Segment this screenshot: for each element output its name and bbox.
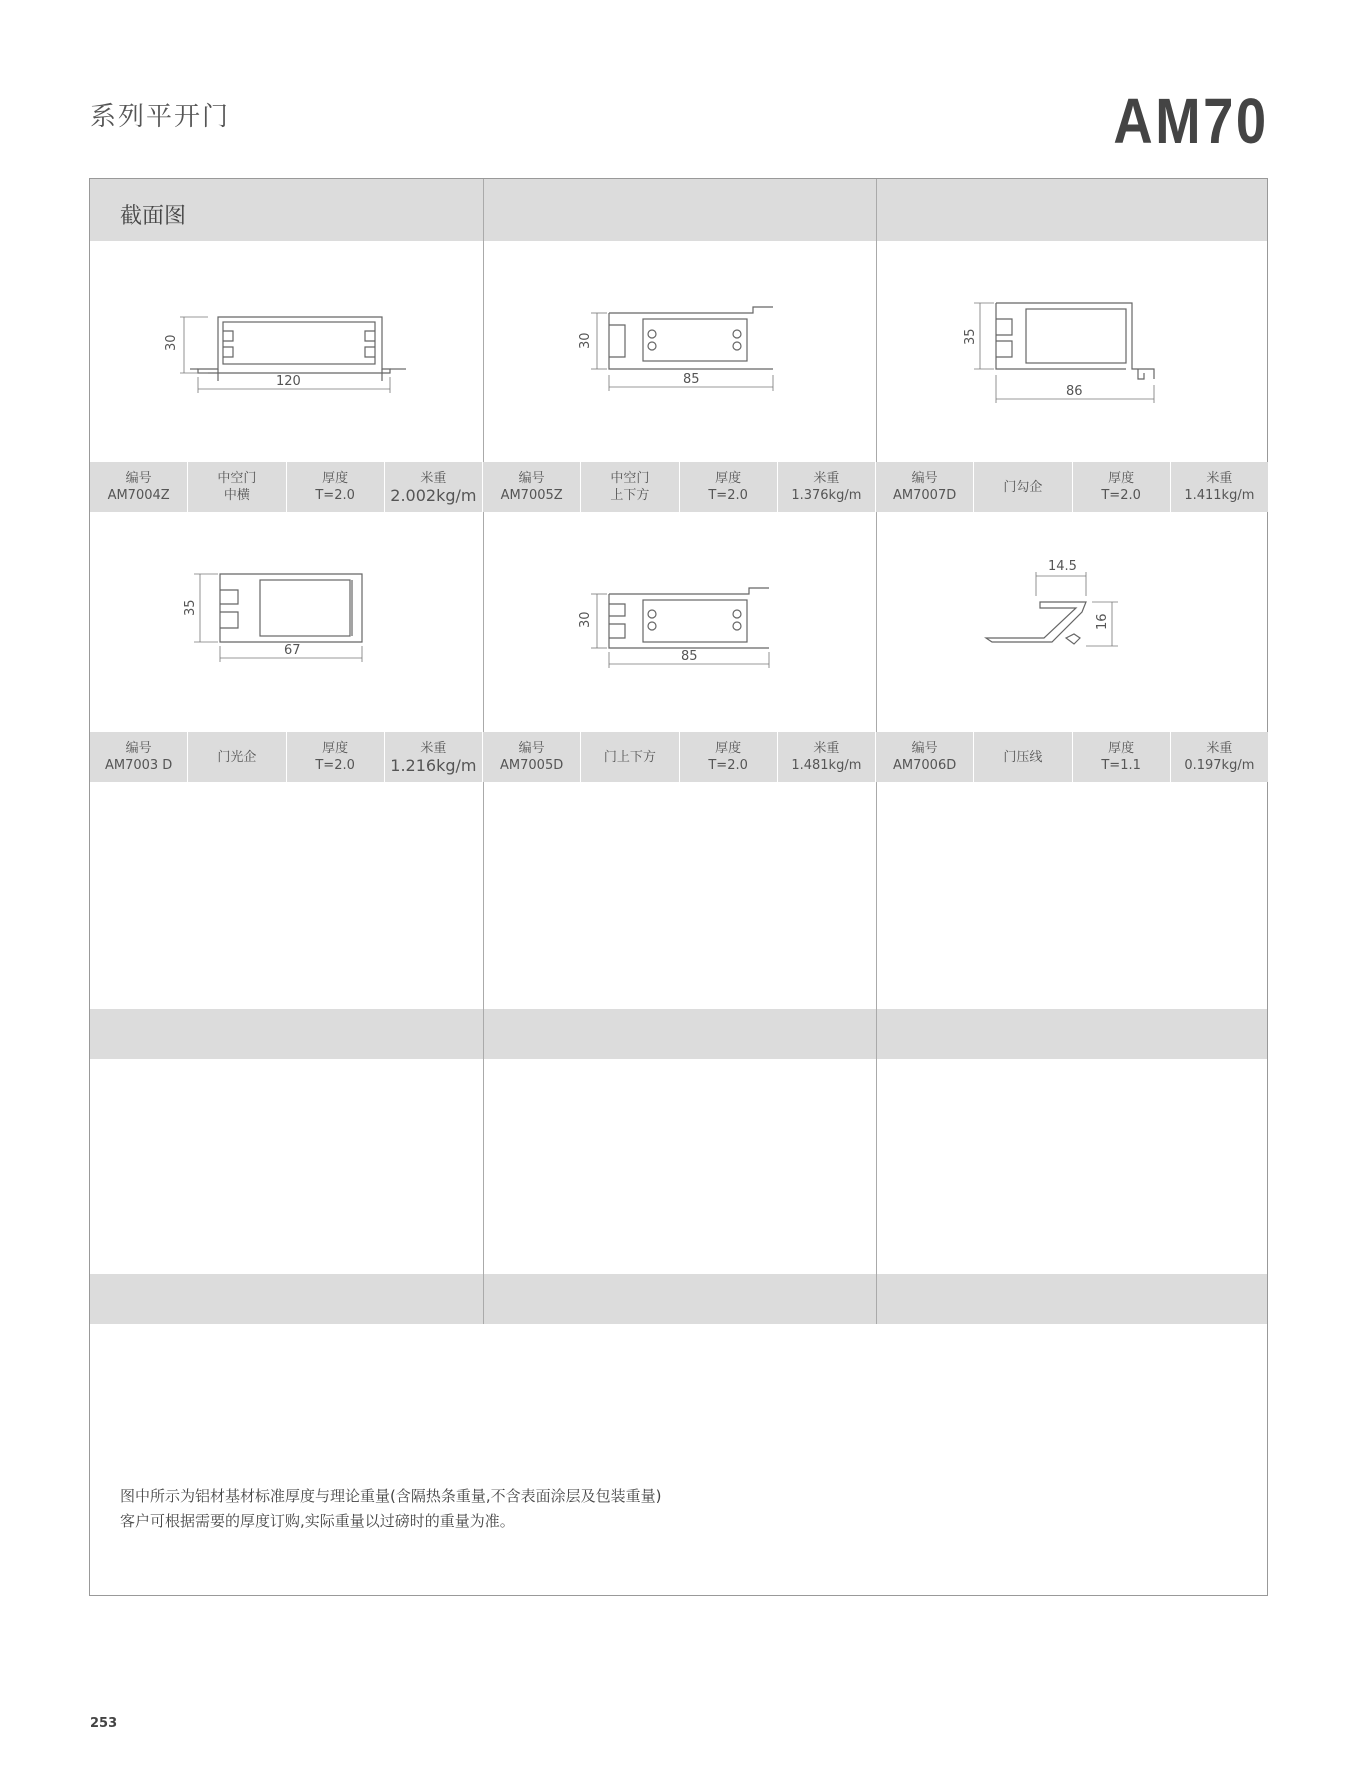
spec-row-am7003d [90, 732, 482, 782]
spec-name-line: 门压线 [1003, 749, 1043, 765]
spec-name-line: 中空门 [610, 471, 650, 486]
spec-weight-value: 0.197kg/m [1184, 758, 1255, 773]
spec-code-value: AM7005Z [500, 488, 563, 503]
spec-row-am7005z [483, 462, 875, 512]
spec-name [187, 732, 285, 782]
dimension-width: 120 [276, 374, 301, 389]
spec-thickness [1072, 462, 1170, 512]
profile-drawing-am7005z [483, 241, 875, 441]
spec-code [90, 462, 187, 512]
spec-thickness [679, 732, 777, 782]
spec-weight-label: 米重 [420, 471, 447, 486]
spec-name [187, 462, 285, 512]
spec-code [483, 732, 580, 782]
spec-weight [777, 732, 875, 782]
profile-section-am7007d [876, 241, 1268, 441]
profile-drawing-am7003d [90, 512, 482, 712]
spec-weight-value: 1.481kg/m [791, 758, 862, 773]
spec-thickness-label: 厚度 [1108, 741, 1135, 756]
profile-drawing-am7006d [876, 512, 1268, 712]
spec-weight [384, 732, 482, 782]
spec-thickness-value: T=2.0 [708, 758, 748, 773]
spec-thickness-label: 厚度 [715, 471, 742, 486]
spec-row-am7005d [483, 732, 875, 782]
spec-weight [1170, 732, 1268, 782]
spec-code [483, 462, 580, 512]
dimension-height: 16 [1095, 613, 1110, 630]
profile-drawing-am7004z [90, 241, 482, 441]
dimension-width: 14.5 [1048, 559, 1077, 574]
spec-thickness [286, 732, 384, 782]
section-title: 截面图 [120, 204, 187, 229]
spec-row-am7007d [876, 462, 1268, 512]
spec-name-line: 中空门 [217, 471, 257, 486]
spec-weight-label: 米重 [813, 471, 840, 486]
footnote [120, 1484, 661, 1534]
spec-thickness-label: 厚度 [1108, 471, 1135, 486]
dimension-height: 30 [164, 334, 179, 351]
spec-weight-value: 2.002kg/m [390, 486, 477, 505]
spec-code-value: AM7003 D [104, 758, 173, 773]
profile-drawing-am7007d [876, 241, 1268, 441]
dimension-height: 35 [963, 328, 978, 345]
spec-code-label: 编号 [518, 741, 545, 756]
spec-weight [1170, 462, 1268, 512]
profile-table [89, 178, 1268, 1596]
spec-weight-label: 米重 [813, 741, 840, 756]
spec-thickness-value: T=1.1 [1101, 758, 1141, 773]
profile-drawing-am7005d [483, 512, 875, 712]
spec-code [876, 462, 973, 512]
spec-weight-value: 1.216kg/m [390, 756, 477, 775]
spec-name-line: 中横 [223, 488, 250, 503]
spec-code [90, 732, 187, 782]
footnote-line: 客户可根据需要的厚度订购,实际重量以过磅时的重量为准。 [120, 1512, 515, 1530]
spec-weight-label: 米重 [420, 741, 447, 756]
spec-thickness-value: T=2.0 [708, 488, 748, 503]
spec-name-line: 门光企 [217, 749, 257, 765]
spec-name [973, 462, 1071, 512]
spec-weight-value: 1.411kg/m [1184, 488, 1255, 503]
dimension-height: 30 [578, 332, 593, 349]
spec-thickness-label: 厚度 [715, 741, 742, 756]
spec-thickness-value: T=2.0 [1101, 488, 1141, 503]
footnote-line: 图中所示为铝材基材标准厚度与理论重量(含隔热条重量,不含表面涂层及包装重量) [120, 1487, 662, 1505]
spec-code-value: AM7006D [893, 758, 957, 773]
spec-name-line: 门勾企 [1003, 479, 1043, 495]
spec-code-value: AM7007D [893, 488, 957, 503]
spec-thickness [286, 462, 384, 512]
spec-code-label: 编号 [518, 471, 545, 486]
spec-name [580, 732, 678, 782]
spec-thickness [679, 462, 777, 512]
spec-row-am7004z [90, 462, 482, 512]
profile-section-am7003d [90, 512, 482, 712]
spec-weight-label: 米重 [1206, 741, 1233, 756]
spec-code-label: 编号 [911, 471, 938, 486]
spec-code-label: 编号 [125, 471, 152, 486]
spec-weight-value: 1.376kg/m [791, 488, 862, 503]
dimension-width: 67 [284, 643, 301, 658]
dimension-height: 30 [578, 611, 593, 628]
spec-name [580, 462, 678, 512]
model-code: AM70 [1113, 85, 1269, 157]
spec-weight-label: 米重 [1206, 471, 1233, 486]
dimension-width: 85 [681, 649, 698, 664]
dimension-width: 86 [1066, 384, 1083, 399]
spec-code-value: AM7005D [500, 758, 564, 773]
spec-thickness-value: T=2.0 [315, 488, 355, 503]
profile-section-am7004z [90, 241, 482, 441]
series-title: 系列平开门 [90, 102, 231, 132]
spec-thickness-label: 厚度 [322, 741, 349, 756]
spec-code-value: AM7004Z [107, 488, 170, 503]
spec-name [973, 732, 1071, 782]
spec-row-am7006d [876, 732, 1268, 782]
spec-weight [777, 462, 875, 512]
spec-thickness-label: 厚度 [322, 471, 349, 486]
spec-weight [384, 462, 482, 512]
spec-thickness [1072, 732, 1170, 782]
profile-section-am7005d [483, 512, 875, 712]
dimension-height: 35 [183, 599, 198, 616]
dimension-width: 85 [683, 372, 700, 387]
spec-code-label: 编号 [911, 741, 938, 756]
spec-code [876, 732, 973, 782]
spec-code-label: 编号 [125, 741, 152, 756]
spec-name-line: 上下方 [610, 488, 650, 503]
profile-section-am7005z [483, 241, 875, 441]
spec-thickness-value: T=2.0 [315, 758, 355, 773]
page-number: 253 [90, 1716, 118, 1731]
spec-name-line: 门上下方 [603, 749, 656, 765]
profile-section-am7006d [876, 512, 1268, 712]
